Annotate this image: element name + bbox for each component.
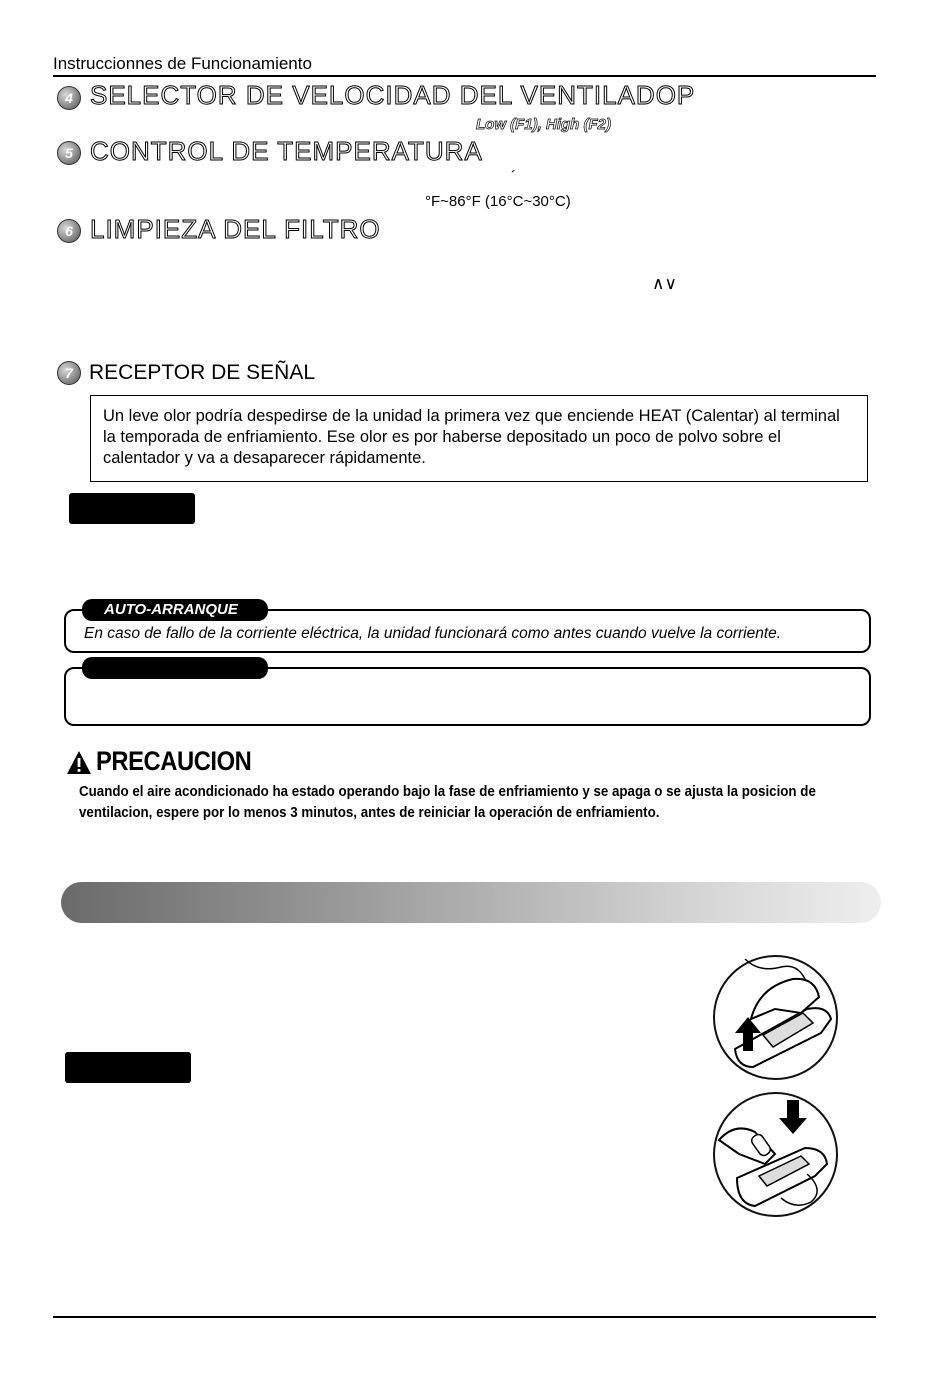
- caution-text: Cuando el aire acondicionado ha estado operando bajo la fase de enfriamiento y se apaga o se ajusta la posicion de ventilacion, espere por lo menos 3 minutos, antes de reiniciar la operación de enfriamiento.: [79, 784, 816, 821]
- section-5-badge: 5: [57, 141, 81, 165]
- auto-restart-text: En caso de fallo de la corriente eléctrica, la unidad funcionará como antes cuando vuelve la corriente.: [84, 625, 782, 642]
- empty-info-label: [82, 657, 268, 679]
- heating-odor-note: [90, 395, 868, 482]
- footer-rule: [53, 1316, 876, 1318]
- section-7-badge: 7: [57, 361, 81, 385]
- remote-battery-insert-illustration: [713, 1092, 838, 1217]
- fan-speed-heading: SELECTOR DE VELOCIDAD DEL VENTILADOP: [90, 80, 696, 110]
- battery-label-tab: [65, 1052, 191, 1083]
- note-label-tab: [69, 493, 195, 524]
- heating-odor-note-text: Un leve olor podría despedirse de la unidad la primera vez que enciende HEAT (Calentar) al terminal la temporada de enfriamiento. Ese olor es por haberse depositado un poco de polvo sobre el calentador y va a desaparecer rápidamente.: [103, 407, 840, 467]
- section-header-bar: [61, 882, 881, 923]
- header-rule: [53, 75, 876, 77]
- remote-battery-remove-illustration: [713, 955, 838, 1080]
- up-down-arrows-icon: ∧∨: [652, 274, 677, 293]
- auto-restart-label: AUTO-ARRANQUE: [82, 599, 268, 621]
- section-6-badge: 6: [57, 219, 81, 243]
- temperature-range: °F~86°F (16°C~30°C): [425, 193, 571, 210]
- page-header-title: Instruccionnes de Funcionamiento: [53, 54, 312, 73]
- temperature-accent-mark: ´: [511, 168, 516, 185]
- section-4-badge: 4: [57, 86, 81, 110]
- caution-title: PRECAUCION: [96, 746, 252, 776]
- warning-triangle-icon: [66, 750, 92, 776]
- temperature-heading: CONTROL DE TEMPERATURA: [90, 136, 483, 166]
- fan-speed-options: Low (F1), High (F2): [476, 116, 611, 133]
- filter-cleaning-heading: LIMPIEZA DEL FILTRO: [90, 214, 381, 244]
- signal-receiver-heading: RECEPTOR DE SEÑAL: [89, 361, 316, 384]
